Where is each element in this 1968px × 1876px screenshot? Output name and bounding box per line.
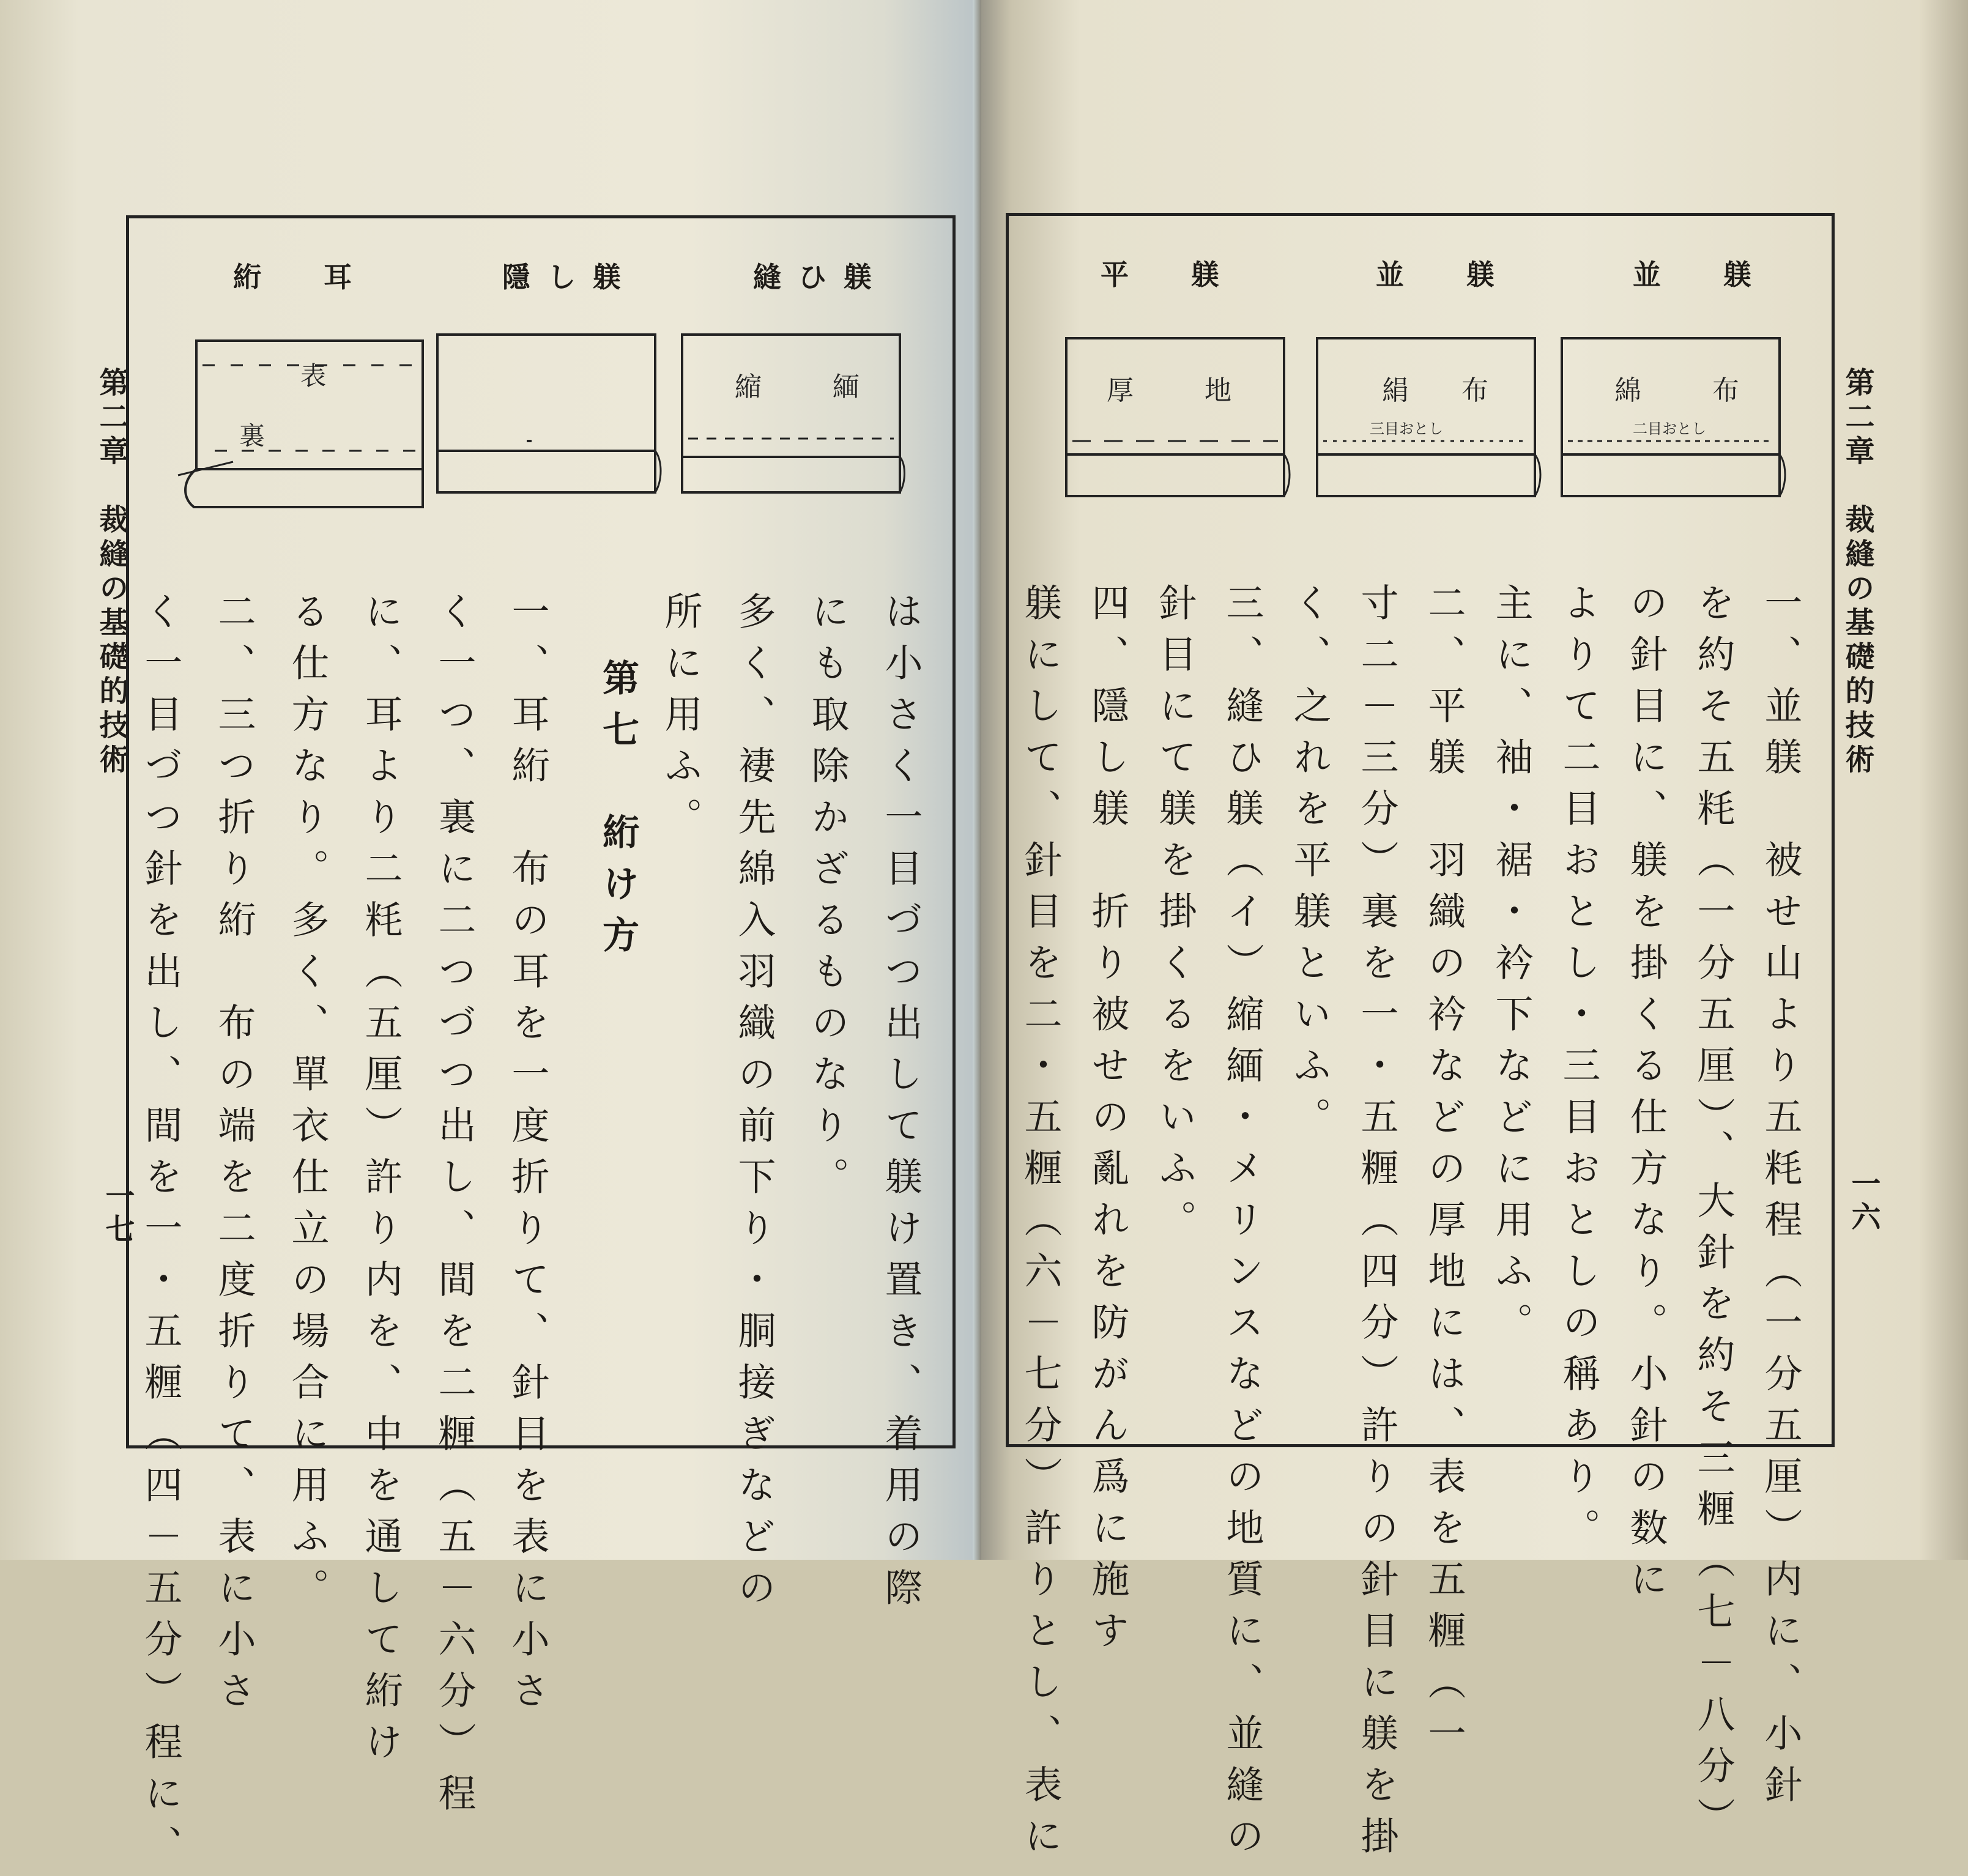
diagram-title-nuihi: 縫ひ躾 (753, 261, 889, 294)
diagram-label: 地 (1205, 375, 1231, 406)
text-column: 針目にて躾を掛くるをいふ。 (1153, 583, 1197, 1251)
diagram-kakushi-shitsuke (435, 328, 667, 500)
diagram-mimi-guke (172, 328, 429, 512)
diagram-title-kakushi: 隱し躾 (502, 261, 638, 294)
diagram-title-hira: 平 躾 (1101, 258, 1236, 291)
page-number-left: 一七 (100, 1181, 135, 1247)
diagram-label: 綿 (1614, 375, 1641, 406)
text-column: る仕方なり。多く、單衣仕立の場合に用ふ。 (285, 591, 330, 1619)
diagram-label: 裏 (239, 421, 265, 451)
text-column: く一つ、裏に二つづつ出し、間を二糎（五－六分）程 (432, 591, 477, 1825)
text-column: 二、三つ折り絎 布の端を二度折りて、表に小さ (212, 591, 256, 1722)
diagram-label: 表 (300, 361, 327, 391)
diagram-title-mimi: 絎 耳 (233, 261, 369, 294)
stitch-note: 二目おとし (1633, 420, 1706, 437)
text-column: を約そ五粍（一分五厘）、大針を約そ三糎（七－八分） (1691, 583, 1736, 1848)
text-frame-right (1006, 213, 1835, 1867)
diagram-label: 厚 (1107, 375, 1134, 406)
text-column: は小さく一目づつ出して躾け置き、着用の際 (878, 591, 923, 1619)
diagram-label: 緬 (833, 371, 860, 402)
running-head-left: 第二章 裁縫の基礎的技術 (94, 367, 128, 778)
text-column: 二、平躾 羽織の衿などの厚地には、表を五糎（一 (1422, 583, 1466, 1765)
diagram-nami-shitsuke-silk (1315, 332, 1547, 503)
page-number-right: 一六 (1846, 1168, 1881, 1234)
text-column: 四、隱し躾 折り被せの亂れを防がん爲に施す (1085, 583, 1130, 1662)
text-column: 躾にして、針目を二・五糎（六－七分）許りとし、表に (1018, 583, 1063, 1867)
text-column: 一、耳絎 布の耳を一度折りて、針目を表に小さ (505, 591, 550, 1722)
text-column: 三、縫ひ躾（イ）縮緬・メリンスなどの地質に、並縫の (1220, 583, 1264, 1867)
diagram-label: 布 (1461, 375, 1488, 406)
text-frame-left (126, 215, 956, 1876)
text-column: の針目に、躾を掛くる仕方なり。小針の数に (1624, 583, 1668, 1611)
text-column: 多く、褄先綿入羽織の前下り・胴接ぎなどの (732, 591, 776, 1619)
text-column: 一、並躾 被せ山より五粍程（一分五厘）内に、小針 (1758, 583, 1803, 1816)
left-page (0, 0, 981, 1876)
diagram-title-nami-1: 並 躾 (1633, 258, 1769, 291)
text-column: く一目づつ針を出し、間を一・五糎（四－五分）程に、 (138, 591, 183, 1876)
diagram-label: 絹 (1382, 375, 1409, 406)
text-column: に、耳より二粍（五厘）許り内を、中を通して絎け (358, 591, 403, 1773)
text-column: 寸二－三分）裏を一・五糎（四分）許りの針目に躾を掛 (1354, 583, 1399, 1867)
section-title: 第七 絎け方 (596, 659, 639, 967)
running-head-right: 第二章 裁縫の基礎的技術 (1840, 367, 1874, 778)
right-page (981, 0, 1968, 1867)
diagram-nuihi-shitsuke (680, 328, 912, 500)
text-column: 主に、袖・裾・衿下などに用ふ。 (1489, 583, 1534, 1354)
text-column: 所に用ふ。 (658, 591, 703, 848)
diagram-label: 縮 (735, 371, 762, 402)
text-column: よりて二目おとし・三目おとしの稱あり。 (1556, 583, 1601, 1559)
stitch-note: 三目おとし (1370, 420, 1443, 437)
diagram-title-nami-2: 並 躾 (1376, 258, 1512, 291)
diagram-label: 布 (1712, 375, 1739, 406)
diagram-hira-shitsuke (1064, 332, 1296, 503)
diagram-nami-shitsuke-cotton (1559, 332, 1792, 503)
text-column: にも取除かざるものなり。 (805, 591, 850, 1208)
text-column: く、之れを平躾といふ。 (1287, 583, 1332, 1148)
